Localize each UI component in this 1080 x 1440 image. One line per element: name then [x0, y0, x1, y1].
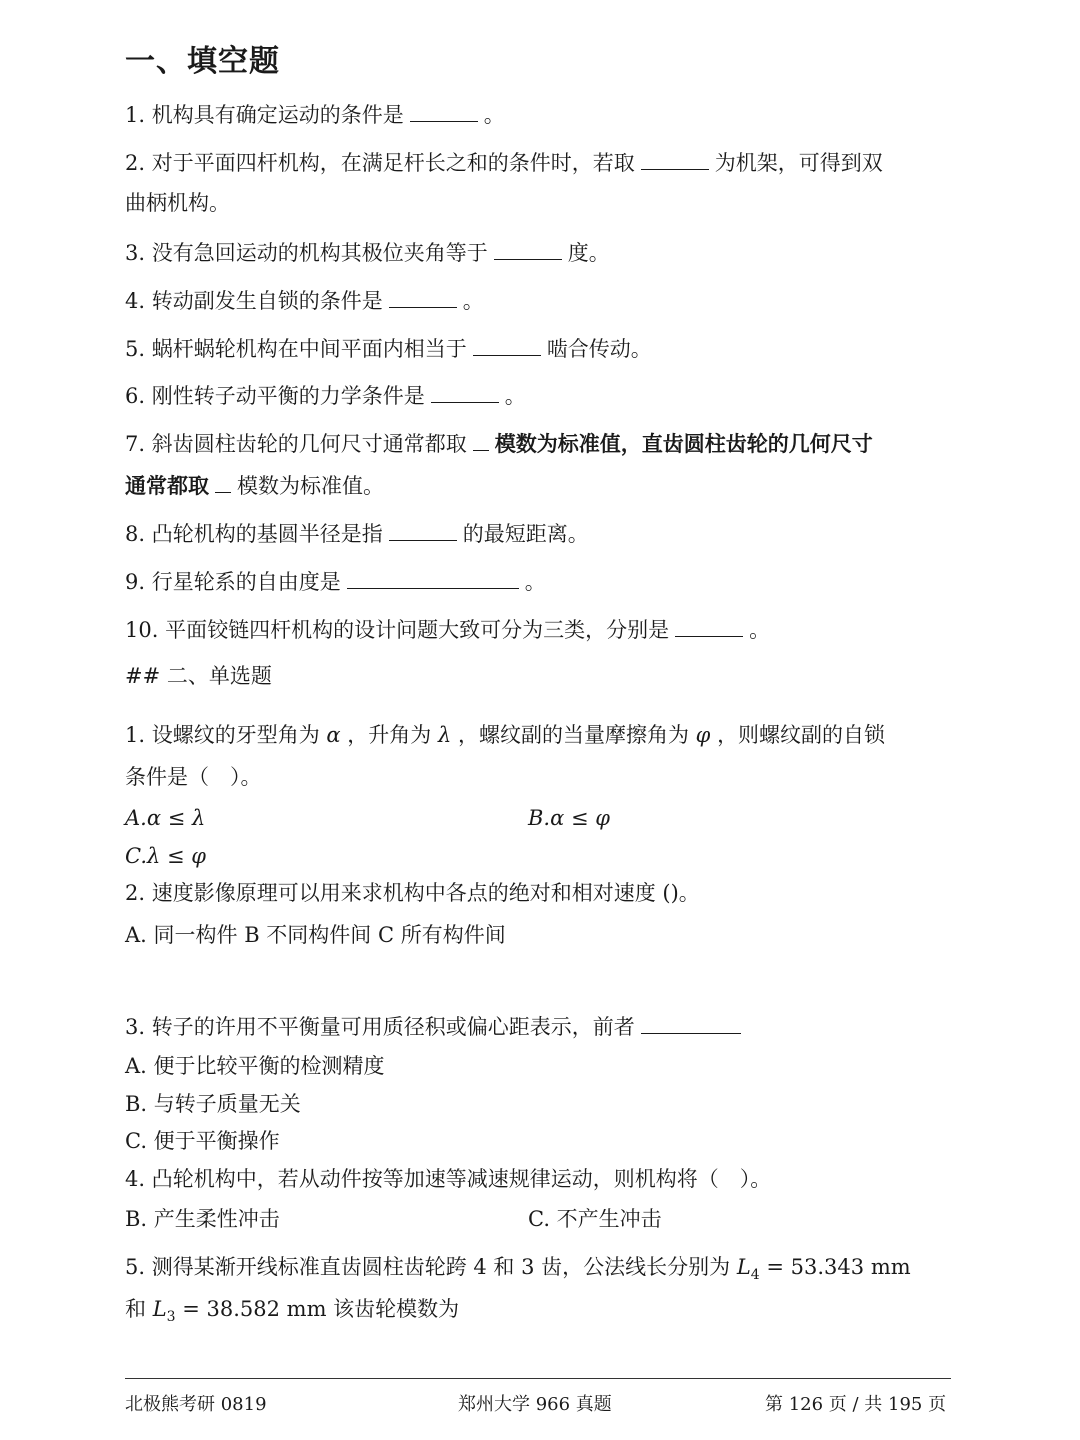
footer-source: 北极熊考研 0819 [125, 1394, 267, 1415]
answer-blank [215, 474, 231, 493]
option-b: B. 产生柔性冲击 [125, 1207, 280, 1231]
answer-blank [494, 241, 562, 260]
answer-blank [389, 522, 457, 541]
question-fill-10: 10. 平面铰链四杆机构的设计问题大致可分为三类，分别是 。 [125, 618, 771, 642]
question-choice-3: 3. 转子的许用不平衡量可用质径积或偏心距表示，前者 [125, 1015, 747, 1038]
question-fill-4: 4. 转动副发生自锁的条件是 。 [125, 289, 484, 313]
option-a: A.α ≤ λ [125, 806, 206, 830]
section-title-single-choice: ## 二、单选题 [125, 664, 272, 688]
question-fill-6: 6. 刚性转子动平衡的力学条件是 。 [125, 384, 526, 408]
footer-page-number: 第 126 页 / 共 195 页 [765, 1394, 947, 1415]
answer-blank [410, 103, 478, 122]
option-a: A. 便于比较平衡的检测精度 [125, 1054, 385, 1078]
question-fill-1: 1. 机构具有确定运动的条件是 。 [125, 103, 505, 127]
question-fill-7-cont: 通常都取 模数为标准值。 [125, 473, 384, 498]
answer-blank [675, 618, 743, 637]
answer-blank [641, 1015, 741, 1034]
option-c: C.λ ≤ φ [125, 844, 206, 868]
answer-blank [641, 151, 709, 170]
section-title-fill-in: 一、填空题 [125, 44, 280, 79]
question-fill-3: 3. 没有急回运动的机构其极位夹角等于 度。 [125, 241, 610, 265]
question-choice-1-cont: 条件是（ ）。 [125, 765, 262, 789]
footer-divider [125, 1378, 951, 1379]
question-fill-2: 2. 对于平面四杆机构，在满足杆长之和的条件时，若取 为机架，可得到双 [125, 151, 883, 175]
answer-blank [431, 384, 499, 403]
question-choice-5-cont: 和 $L_3 = 38.582$ mm 该齿轮模数为 [125, 1297, 460, 1325]
option-c: C. 便于平衡操作 [125, 1129, 280, 1153]
option-b: B.α ≤ φ [528, 806, 610, 830]
question-choice-4: 4. 凸轮机构中，若从动件按等加速等减速规律运动，则机构将（ ）。 [125, 1167, 772, 1191]
question-choice-5: 5. 测得某渐开线标准直齿圆柱齿轮跨 4 和 3 齿，公法线长分别为 $L_4 = 53.343$ mm [125, 1255, 911, 1283]
answer-blank [347, 570, 519, 589]
question-fill-9: 9. 行星轮系的自由度是 。 [125, 570, 546, 594]
footer-title: 郑州大学 966 真题 [458, 1394, 612, 1415]
question-choice-2: 2. 速度影像原理可以用来求机构中各点的绝对和相对速度 ()。 [125, 881, 700, 905]
answer-blank [389, 289, 457, 308]
question-choice-1: 1. 设螺纹的牙型角为 α ，升角为 λ ，螺纹副的当量摩擦角为 φ ，则螺纹副的自锁 [125, 723, 886, 747]
question-fill-2-cont: 曲柄机构。 [125, 191, 230, 215]
answer-blank [473, 337, 541, 356]
question-choice-2-options: A. 同一构件 B 不同构件间 C 所有构件间 [125, 923, 506, 947]
question-fill-8: 8. 凸轮机构的基圆半径是指 的最短距离。 [125, 522, 589, 546]
question-fill-5: 5. 蜗杆蜗轮机构在中间平面内相当于 啮合传动。 [125, 337, 652, 361]
option-b: B. 与转子质量无关 [125, 1092, 301, 1116]
question-fill-7: 7. 斜齿圆柱齿轮的几何尺寸通常都取 模数为标准值，直齿圆柱齿轮的几何尺寸 [125, 431, 873, 456]
option-c: C. 不产生冲击 [528, 1207, 662, 1231]
answer-blank [473, 432, 489, 451]
